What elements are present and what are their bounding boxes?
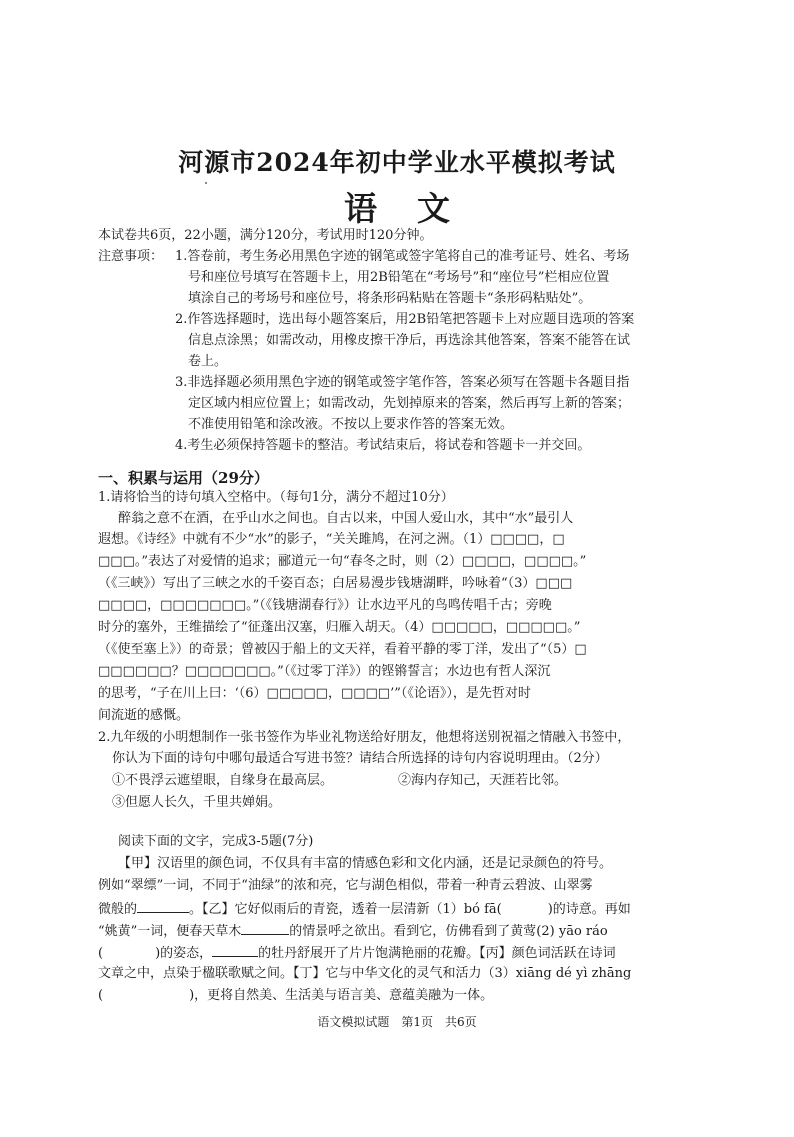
q1-text-line: 时分的塞外，王维描绘了“征蓬出汉塞，归雁入胡天。（4）□□□□□，□□□□□。” [98,620,581,635]
q1-text-line: 醉翁之意不在酒，在乎山水之间也。自古以来，中国人爱山水，其中“水”最引人 [118,511,574,526]
note-line: 2.作答选择题时，选出每小题答案后，用2B铅笔把答题卡上对应题目选项的答案 [175,312,635,327]
q2-text-line: 你认为下面的诗句中哪句最适合写进书签？请结合所选择的诗句内容说明理由。（2分） [112,751,608,766]
notes-label: 注意事项： [98,249,164,264]
section-heading: 一、积累与运用（29分） [98,469,269,487]
fill-in-blank[interactable] [137,900,189,913]
note-line: 号和座位号填写在答题卡上，用2B铅笔在“考场号”和“座位号”栏相应位置 [188,270,610,285]
reading-text: 微般的 [98,902,138,917]
reading-text: ( [98,946,104,961]
note-line: 1.答卷前，考生务必用黑色字迹的钢笔或签字笔将自己的准考证号、姓名、考场 [175,249,630,264]
q2-option: ③但愿人长久，千里共婵娟。 [112,795,282,810]
q2-text-line: 2.九年级的小明想制作一张书签作为毕业礼物送给好朋友，他想将送别祝福之情融入书签中， [98,730,631,745]
q1-text-line: □□□。”表达了对爱情的追求；郦道元一句“春冬之时，则（2）□□□□，□□□□。” [98,554,587,569]
page-footer: 语文模拟试题 第1页 共6页 [317,1015,477,1029]
q1-text-line: 的思考，“子在川上曰：‘（6）□□□□□，□□□□’”（《论语》），是先哲对时 [98,686,531,701]
q2-option: ②海内存知己，天涯若比邻。 [398,773,568,788]
note-line: 信息点涂黑；如需改动，用橡皮擦干净后，再选涂其他答案，答案不能答在试 [188,333,631,348]
exam-intro: 本试卷共6页，22小题，满分120分，考试用时120分钟。 [98,228,433,243]
q1-text-line: □□□□□□？□□□□□□□。”（《过零丁洋》）的铿锵誓言；水边也有哲人深沉 [98,664,551,679]
q1-text-line: 遐想。《诗经》中就有不少“水”的影子，“关关雎鸠，在河之洲。（1）□□□□，□ [98,532,565,547]
question-stem: 1.请将恰当的诗句填入空格中。（每句1分，满分不超过10分） [98,490,454,505]
reading-text: “姚黄”一词，便春天草木 [98,924,242,939]
reading-text: 的牡丹舒展开了片片饱满艳丽的花瓣。【丙】颜色词活跃在诗词 [258,946,616,961]
reading-line [98,988,493,1004]
q1-text-line: □□□□，□□□□□□□。”（《钱塘湖春行》）让水边平凡的鸟鸣传唱千古；旁晚 [98,598,552,613]
reading-text: )，更将自然美、生活美与语言美、意蕴美融为一体。 [189,988,494,1003]
fill-in-blank[interactable] [241,922,289,935]
note-line: 3.非选择题必须用黑色字迹的钢笔或签字笔作答，答案必须写在答题卡各题目指 [175,375,630,390]
q1-text-line: （《三峡》）写出了三峡之水的千姿百态；白居易漫步钱塘湖畔，吟咏着“（3）□□□ [98,576,573,591]
exam-title: 河源市2024年初中学业水平模拟考试 [178,148,616,177]
reading-line: 例如“翠缥”一词，不同于“油绿”的浓和亮，它与湖色相似，带着一种青云碧波、山翠雾 [98,878,593,893]
reading-line [98,900,631,918]
fill-in-blank[interactable] [212,944,258,957]
reading-line: 【甲】汉语里的颜色词，不仅具有丰富的情感色彩和文化内涵，还是记录颜色的符号。 [118,856,613,871]
q1-text-line: （《使至塞上》）的奇景；曾被囚于船上的文天祥，看着平静的零丁洋，发出了“（5）□ [98,642,587,657]
note-line: 4.考生必须保持答题卡的整洁。考试结束后，将试卷和答题卡一并交回。 [175,438,591,453]
reading-text: 。【乙】它好似雨后的青瓷，透着一层清新（1）bó fā( [189,902,502,917]
reading-line [98,922,608,940]
reading-line [98,944,616,962]
q1-text-line: 间流逝的感慨。 [98,708,190,723]
note-line: 卷上。 [188,354,228,369]
reading-text: 的情景呼之欲出。看到它，仿佛看到了黄莺(2) yāo ráo [289,924,608,939]
reading-text: )的姿态， [155,946,213,961]
reading-line: 文章之中，点染于楹联歌赋之间。【丁】它与中华文化的灵气和活力（3）xiāng dé yì zhāng [98,966,632,981]
note-line: 不准使用铅笔和涂改液。不按以上要求作答的答案无效。 [188,417,514,432]
reading-text: ( [98,988,104,1003]
reading-text: )的诗意。再如 [547,902,631,917]
q2-option: ①不畏浮云遮望眼，自缘身在最高层。 [112,773,334,788]
note-line: 填涂自己的考场号和座位号，将条形码粘贴在答题卡“条形码粘贴处”。 [188,291,592,306]
note-line: 定区域内相应位置上；如需改动，先划掉原来的答案，然后再写上新的答案； [188,396,631,411]
subject-title: 语文 [344,189,490,228]
reading-heading: 阅读下面的文字，完成3-5题(7分) [118,834,314,849]
